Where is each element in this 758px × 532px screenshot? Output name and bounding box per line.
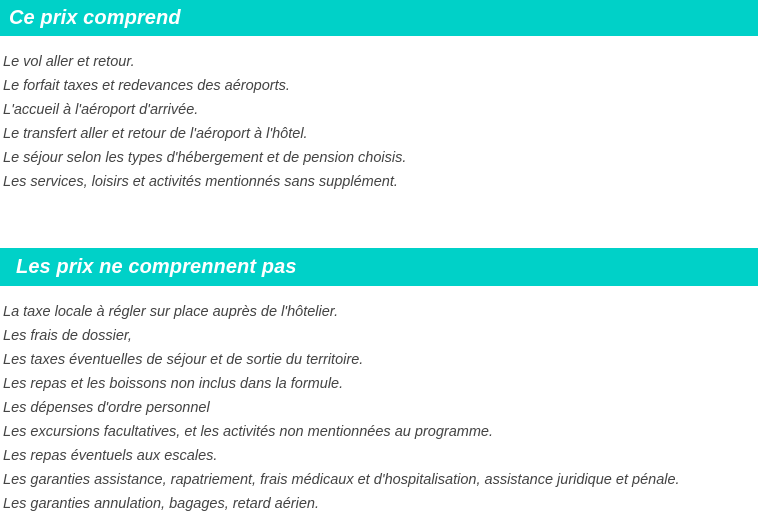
list-item: Les taxes éventuelles de séjour et de sortie du territoire. xyxy=(3,352,364,368)
list-item: Les excursions facultatives, et les activités non mentionnées au programme. xyxy=(3,424,494,440)
list-item: Les repas et les boissons non inclus dans la formule. xyxy=(3,376,344,392)
section-header-excluded: Les prix ne comprennent pas xyxy=(0,248,758,286)
section-spacer xyxy=(0,194,758,248)
list-item: Les frais de dossier, xyxy=(3,328,132,344)
list-item: L'accueil à l'aéroport d'arrivée. xyxy=(3,102,199,118)
list-item: Le séjour selon les types d'hébergement et de pension choisis. xyxy=(3,150,407,166)
included-items-list xyxy=(0,36,758,194)
section-excluded xyxy=(0,248,758,516)
list-item: Les garanties annulation, bagages, retard aérien. xyxy=(3,496,319,512)
list-item: Le transfert aller et retour de l'aéroport à l'hôtel. xyxy=(3,126,308,142)
list-item: La taxe locale à régler sur place auprès de l'hôtelier. xyxy=(3,304,339,320)
list-item: Le vol aller et retour. xyxy=(3,54,135,70)
list-item: Les garanties assistance, rapatriement, frais médicaux et d'hospitalisation, assistance juridique et pénale. xyxy=(3,472,680,488)
section-header-included: Ce prix comprend xyxy=(0,0,758,36)
list-item: Les services, loisirs et activités mentionnés sans supplément. xyxy=(3,174,398,190)
list-item: Les repas éventuels aux escales. xyxy=(3,448,218,464)
section-included xyxy=(0,0,758,194)
excluded-items-list xyxy=(0,286,758,516)
list-item: Le forfait taxes et redevances des aéroports. xyxy=(3,78,290,94)
list-item: Les dépenses d'ordre personnel xyxy=(3,400,210,416)
